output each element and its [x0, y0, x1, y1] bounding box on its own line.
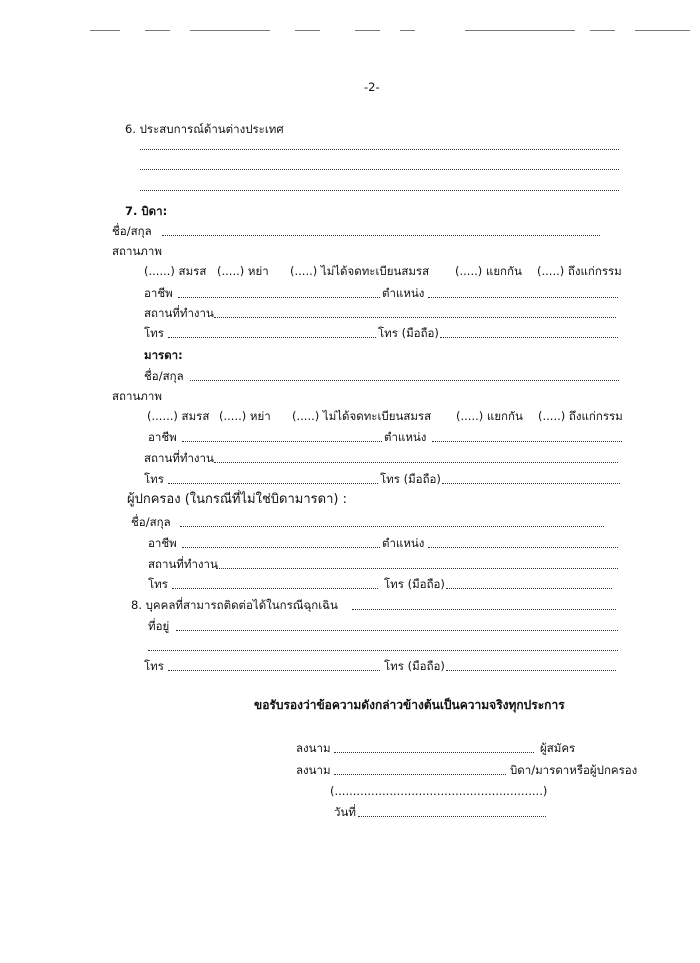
section8-mobile-label: โทร (มือถือ) [384, 659, 445, 673]
scan-line [145, 30, 170, 31]
mother-status-label: สถานภาพ [112, 389, 162, 403]
scan-line [400, 30, 415, 31]
parent-label: บิดา/มารดาหรือผู้ปกครอง [510, 763, 638, 777]
father-heading: 7. บิดา: [125, 204, 168, 218]
father-status-separated[interactable]: (.....) แยกกัน [455, 264, 522, 278]
section8-address-label: ที่อยู่ [148, 619, 170, 633]
mother-status-deceased[interactable]: (.....) ถึงแก่กรรม [538, 409, 623, 423]
section8-address-line-1[interactable] [176, 630, 618, 631]
guardian-name-field[interactable] [180, 526, 604, 527]
mother-name-label: ชื่อ/สกุล [144, 369, 184, 383]
mother-occupation-label: อาชีพ [148, 430, 177, 444]
father-position-field[interactable] [428, 297, 618, 298]
section6-answer-line-2[interactable] [140, 169, 619, 170]
mother-phone-label: โทร [144, 472, 164, 486]
father-mobile-field[interactable] [440, 337, 618, 338]
mother-mobile-field[interactable] [442, 483, 620, 484]
guardian-position-label: ตำแหน่ง [382, 536, 425, 550]
date-field[interactable] [358, 816, 546, 817]
mother-status-married[interactable]: (......) สมรส [147, 409, 210, 423]
section8-mobile-field[interactable] [446, 670, 616, 671]
mother-heading: มารดา: [144, 348, 183, 362]
mother-position-label: ตำแหน่ง [384, 430, 427, 444]
father-workplace-field[interactable] [214, 317, 616, 318]
section6-answer-line-1[interactable] [140, 149, 619, 150]
section8-address-line-2[interactable] [148, 650, 618, 651]
scan-line [355, 30, 380, 31]
guardian-phone-field[interactable] [172, 588, 378, 589]
guardian-name-label: ชื่อ/สกุล [131, 515, 171, 529]
section6-title: 6. ประสบการณ์ด้านต่างประเทศ [125, 122, 284, 136]
father-phone-label: โทร [144, 326, 164, 340]
mother-name-field[interactable] [190, 380, 619, 381]
mother-status-unregistered[interactable]: (.....) ไม่ได้จดทะเบียนสมรส [292, 409, 432, 423]
scan-line [190, 30, 270, 31]
father-name-field[interactable] [162, 235, 600, 236]
section8-phone-field[interactable] [168, 670, 380, 671]
father-status-divorced[interactable]: (.....) หย่า [217, 264, 269, 278]
guardian-heading: ผู้ปกครอง (ในกรณีที่ไม่ใช่บิดามารดา) : [127, 492, 347, 507]
mother-workplace-label: สถานที่ทำงาน [144, 451, 214, 465]
guardian-position-field[interactable] [428, 547, 618, 548]
guardian-workplace-label: สถานที่ทำงาน [148, 557, 218, 571]
date-label: วันที่ [334, 805, 356, 819]
mother-status-separated[interactable]: (.....) แยกกัน [456, 409, 523, 423]
mother-position-field[interactable] [432, 441, 622, 442]
parent-signature-field[interactable] [334, 774, 506, 775]
scan-line [90, 30, 120, 31]
applicant-sign-label: ลงนาม [296, 741, 331, 755]
section8-title: 8. บุคคลที่สามารถติดต่อได้ในกรณีฉุกเฉิน [131, 598, 338, 612]
guardian-occupation-field[interactable] [182, 547, 380, 548]
father-occupation-label: อาชีพ [144, 286, 173, 300]
guardian-mobile-field[interactable] [446, 588, 612, 589]
scan-line [295, 30, 320, 31]
mother-mobile-label: โทร (มือถือ) [380, 472, 441, 486]
guardian-phone-label: โทร [148, 577, 168, 591]
guardian-mobile-label: โทร (มือถือ) [384, 577, 445, 591]
father-status-deceased[interactable]: (.....) ถึงแก่กรรม [537, 264, 622, 278]
mother-workplace-field[interactable] [214, 462, 618, 463]
applicant-signature-field[interactable] [334, 752, 534, 753]
section8-contact-field[interactable] [352, 609, 616, 610]
father-workplace-label: สถานที่ทำงาน [144, 306, 214, 320]
applicant-label: ผู้สมัคร [540, 741, 576, 755]
section8-phone-label: โทร [144, 659, 164, 673]
guardian-workplace-field[interactable] [216, 568, 618, 569]
section6-answer-line-3[interactable] [140, 190, 619, 191]
scan-line [590, 30, 615, 31]
scan-line [465, 30, 575, 31]
mother-status-divorced[interactable]: (.....) หย่า [219, 409, 271, 423]
father-status-unregistered[interactable]: (.....) ไม่ได้จดทะเบียนสมรส [290, 264, 430, 278]
parent-sign-label: ลงนาม [296, 763, 331, 777]
father-occupation-field[interactable] [178, 297, 380, 298]
scan-line [635, 30, 690, 31]
father-position-label: ตำแหน่ง [382, 286, 425, 300]
printed-name-field[interactable]: (.........................................................) [330, 784, 548, 798]
father-name-label: ชื่อ/สกุล [112, 224, 152, 238]
father-phone-field[interactable] [168, 337, 376, 338]
certification-statement: ขอรับรองว่าข้อความดังกล่าวข้างต้นเป็นความจริงทุกประการ [254, 698, 565, 712]
father-mobile-label: โทร (มือถือ) [378, 326, 439, 340]
father-status-label: สถานภาพ [112, 244, 162, 258]
father-status-married[interactable]: (......) สมรส [144, 264, 207, 278]
guardian-occupation-label: อาชีพ [148, 536, 177, 550]
mother-phone-field[interactable] [168, 483, 378, 484]
mother-occupation-field[interactable] [182, 441, 382, 442]
page-number: -2- [364, 80, 380, 94]
